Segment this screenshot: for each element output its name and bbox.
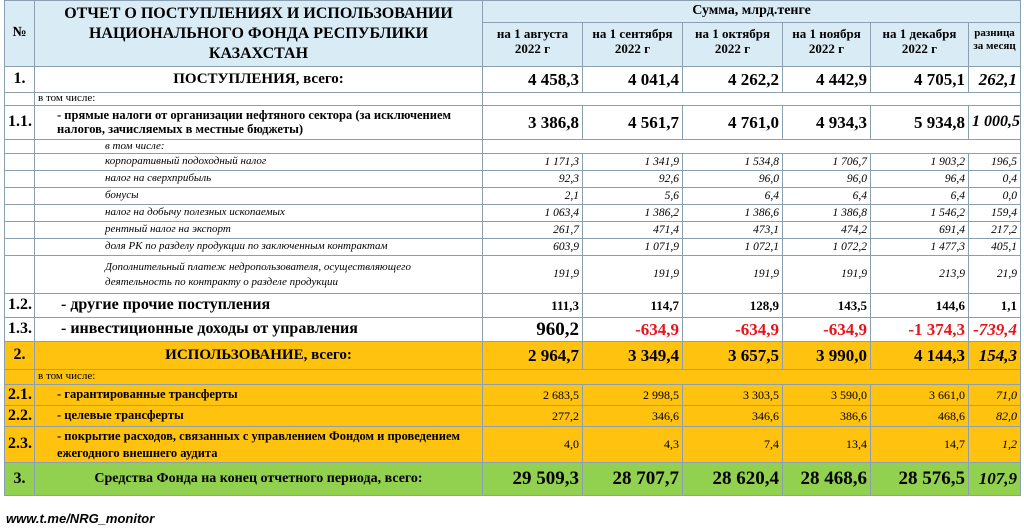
cell-diff: -739,4 (969, 318, 1021, 342)
cell-diff: 405,1 (969, 239, 1021, 256)
row-1-2-other-receipts (5, 294, 1021, 318)
cell-sep: 4 041,4 (583, 67, 683, 93)
cell-sep: 4,3 (583, 427, 683, 463)
row-number: 2.2. (5, 406, 35, 427)
cell-dec: 4 705,1 (871, 67, 969, 93)
cell-sep: 5,6 (583, 188, 683, 205)
cell-dec: -1 374,3 (871, 318, 969, 342)
report-title: ОТЧЕТ О ПОСТУПЛЕНИЯХ И ИСПОЛЬЗОВАНИИ НАЦИОНАЛЬНОГО ФОНДА РЕСПУБЛИКИ КАЗАХСТАН (35, 1, 483, 67)
cell-nov: 191,9 (783, 256, 871, 294)
cell-nov: 3 590,0 (783, 385, 871, 406)
row-additional-payment (5, 256, 1021, 294)
cell-nov: 143,5 (783, 294, 871, 318)
row-2-usage (5, 342, 1021, 370)
cell-aug: 111,3 (483, 294, 583, 318)
row-number: 1.3. (5, 318, 35, 342)
cell-nov: -634,9 (783, 318, 871, 342)
cell-oct: 1 534,8 (683, 154, 783, 171)
row-label: рентный налог на экспорт (35, 222, 483, 239)
row-number: 2.3. (5, 427, 35, 463)
cell-aug: 2,1 (483, 188, 583, 205)
cell-diff: 154,3 (969, 342, 1021, 370)
col-header-dec: на 1 декабря 2022 г (871, 23, 969, 67)
cell-oct: 1 386,6 (683, 205, 783, 222)
cell-diff: 21,9 (969, 256, 1021, 294)
row-1-3-investment-income (5, 318, 1021, 342)
cell-nov: 4 934,3 (783, 106, 871, 140)
cell-oct: 3 303,5 (683, 385, 783, 406)
row-including (5, 93, 1021, 106)
row-2-2-targeted-transfers (5, 406, 1021, 427)
cell-diff: 107,9 (969, 463, 1021, 496)
cell-oct: 7,4 (683, 427, 783, 463)
row-1-revenues (5, 67, 1021, 93)
cell-diff: 0,0 (969, 188, 1021, 205)
cell-dec: 144,6 (871, 294, 969, 318)
cell-diff: 71,0 (969, 385, 1021, 406)
cell-aug: 1 063,4 (483, 205, 583, 222)
cell-oct: 1 072,1 (683, 239, 783, 256)
cell-nov: 96,0 (783, 171, 871, 188)
cell-oct: 191,9 (683, 256, 783, 294)
cell-oct: 6,4 (683, 188, 783, 205)
cell-sep: -634,9 (583, 318, 683, 342)
cell-dec: 28 576,5 (871, 463, 969, 496)
cell-nov: 1 386,8 (783, 205, 871, 222)
cell-diff: 1 000,5 (969, 106, 1021, 140)
cell-sep: 28 707,7 (583, 463, 683, 496)
cell-diff: 1,2 (969, 427, 1021, 463)
source-footer: www.t.me/NRG_monitor (6, 511, 155, 526)
cell-oct: 128,9 (683, 294, 783, 318)
cell-dec: 1 903,2 (871, 154, 969, 171)
row-excess-profit-tax (5, 171, 1021, 188)
cell-nov: 6,4 (783, 188, 871, 205)
cell-dec: 1 477,3 (871, 239, 969, 256)
cell-dec: 468,6 (871, 406, 969, 427)
row-label: - покрытие расходов, связанных с управлением Фондом и проведением ежегодного внешнего аудита (35, 427, 483, 463)
cell-oct: -634,9 (683, 318, 783, 342)
including-label: в том числе: (35, 93, 483, 106)
row-production-share (5, 239, 1021, 256)
cell-sep: 3 349,4 (583, 342, 683, 370)
cell-oct: 346,6 (683, 406, 783, 427)
row-corporate-income-tax (5, 154, 1021, 171)
cell-sep: 1 386,2 (583, 205, 683, 222)
row-2-1-guaranteed-transfers (5, 385, 1021, 406)
col-header-nov: на 1 ноября 2022 г (783, 23, 871, 67)
row-label: доля РК по разделу продукции по заключенным контрактам (35, 239, 483, 256)
cell-oct: 28 620,4 (683, 463, 783, 496)
cell-sep: 471,4 (583, 222, 683, 239)
row-3-fund-balance (5, 463, 1021, 496)
cell-dec: 96,4 (871, 171, 969, 188)
cell-nov: 386,6 (783, 406, 871, 427)
cell-oct: 4 761,0 (683, 106, 783, 140)
cell-nov: 1 706,7 (783, 154, 871, 171)
cell-oct: 96,0 (683, 171, 783, 188)
cell-diff: 1,1 (969, 294, 1021, 318)
cell-aug: 261,7 (483, 222, 583, 239)
cell-sep: 114,7 (583, 294, 683, 318)
cell-dec: 213,9 (871, 256, 969, 294)
cell-aug: 1 171,3 (483, 154, 583, 171)
row-number: 1. (5, 67, 35, 93)
row-label: Дополнительный платеж недропользователя, осуществляющего деятельность по контракту о разделе продукции (35, 256, 483, 294)
cell-dec: 3 661,0 (871, 385, 969, 406)
cell-sep: 4 561,7 (583, 106, 683, 140)
col-header-sep: на 1 сентября 2022 г (583, 23, 683, 67)
row-label: бонусы (35, 188, 483, 205)
cell-oct: 4 262,2 (683, 67, 783, 93)
cell-aug: 2 683,5 (483, 385, 583, 406)
row-label: налог на добычу полезных ископаемых (35, 205, 483, 222)
num-header: № (5, 1, 35, 67)
row-bonuses (5, 188, 1021, 205)
row-number: 3. (5, 463, 35, 496)
row-label: - целевые трансферты (35, 406, 483, 427)
cell-aug: 2 964,7 (483, 342, 583, 370)
cell-aug: 960,2 (483, 318, 583, 342)
sum-header: Сумма, млрд.тенге (483, 1, 1021, 23)
row-number: 2. (5, 342, 35, 370)
row-number: 2.1. (5, 385, 35, 406)
row-2-3-management-costs (5, 427, 1021, 463)
cell-oct: 473,1 (683, 222, 783, 239)
cell-dec: 6,4 (871, 188, 969, 205)
col-header-oct: на 1 октября 2022 г (683, 23, 783, 67)
cell-diff: 159,4 (969, 205, 1021, 222)
cell-aug: 4 458,3 (483, 67, 583, 93)
row-export-rent-tax (5, 222, 1021, 239)
cell-aug: 3 386,8 (483, 106, 583, 140)
row-label: - прямые налоги от организации нефтяного сектора (за исключением налогов, зачисляемых в местные бюджеты) (35, 106, 483, 140)
cell-sep: 346,6 (583, 406, 683, 427)
cell-dec: 4 144,3 (871, 342, 969, 370)
row-label: ИСПОЛЬЗОВАНИЕ, всего: (35, 342, 483, 370)
row-label: - инвестиционные доходы от управления (35, 318, 483, 342)
cell-nov: 13,4 (783, 427, 871, 463)
cell-diff: 82,0 (969, 406, 1021, 427)
cell-nov: 1 072,2 (783, 239, 871, 256)
cell-aug: 191,9 (483, 256, 583, 294)
cell-nov: 3 990,0 (783, 342, 871, 370)
cell-diff: 196,5 (969, 154, 1021, 171)
row-number: 1.1. (5, 106, 35, 140)
cell-aug: 603,9 (483, 239, 583, 256)
cell-diff: 217,2 (969, 222, 1021, 239)
cell-oct: 3 657,5 (683, 342, 783, 370)
row-number: 1.2. (5, 294, 35, 318)
cell-aug: 4,0 (483, 427, 583, 463)
cell-diff: 0,4 (969, 171, 1021, 188)
cell-sep: 191,9 (583, 256, 683, 294)
cell-sep: 92,6 (583, 171, 683, 188)
row-mineral-extraction-tax (5, 205, 1021, 222)
cell-sep: 1 071,9 (583, 239, 683, 256)
row-including (5, 370, 1021, 385)
cell-nov: 4 442,9 (783, 67, 871, 93)
row-1-1-direct-taxes (5, 106, 1021, 140)
cell-dec: 14,7 (871, 427, 969, 463)
cell-sep: 1 341,9 (583, 154, 683, 171)
cell-aug: 92,3 (483, 171, 583, 188)
row-label: - гарантированные трансферты (35, 385, 483, 406)
row-label: - другие прочие поступления (35, 294, 483, 318)
cell-nov: 474,2 (783, 222, 871, 239)
report-table (4, 0, 1021, 496)
row-label: Средства Фонда на конец отчетного периода, всего: (35, 463, 483, 496)
including-label: в том числе: (35, 370, 483, 385)
cell-diff: 262,1 (969, 67, 1021, 93)
row-label: налог на сверхприбыль (35, 171, 483, 188)
row-including (5, 140, 1021, 154)
including-label: в том числе: (35, 140, 483, 154)
header-row (5, 1, 1021, 23)
cell-dec: 5 934,8 (871, 106, 969, 140)
col-header-diff: разница за месяц (969, 23, 1021, 67)
cell-sep: 2 998,5 (583, 385, 683, 406)
cell-dec: 1 546,2 (871, 205, 969, 222)
row-label: ПОСТУПЛЕНИЯ, всего: (35, 67, 483, 93)
cell-dec: 691,4 (871, 222, 969, 239)
cell-aug: 277,2 (483, 406, 583, 427)
row-label: корпоративный подоходный налог (35, 154, 483, 171)
col-header-aug: на 1 августа 2022 г (483, 23, 583, 67)
cell-nov: 28 468,6 (783, 463, 871, 496)
cell-aug: 29 509,3 (483, 463, 583, 496)
